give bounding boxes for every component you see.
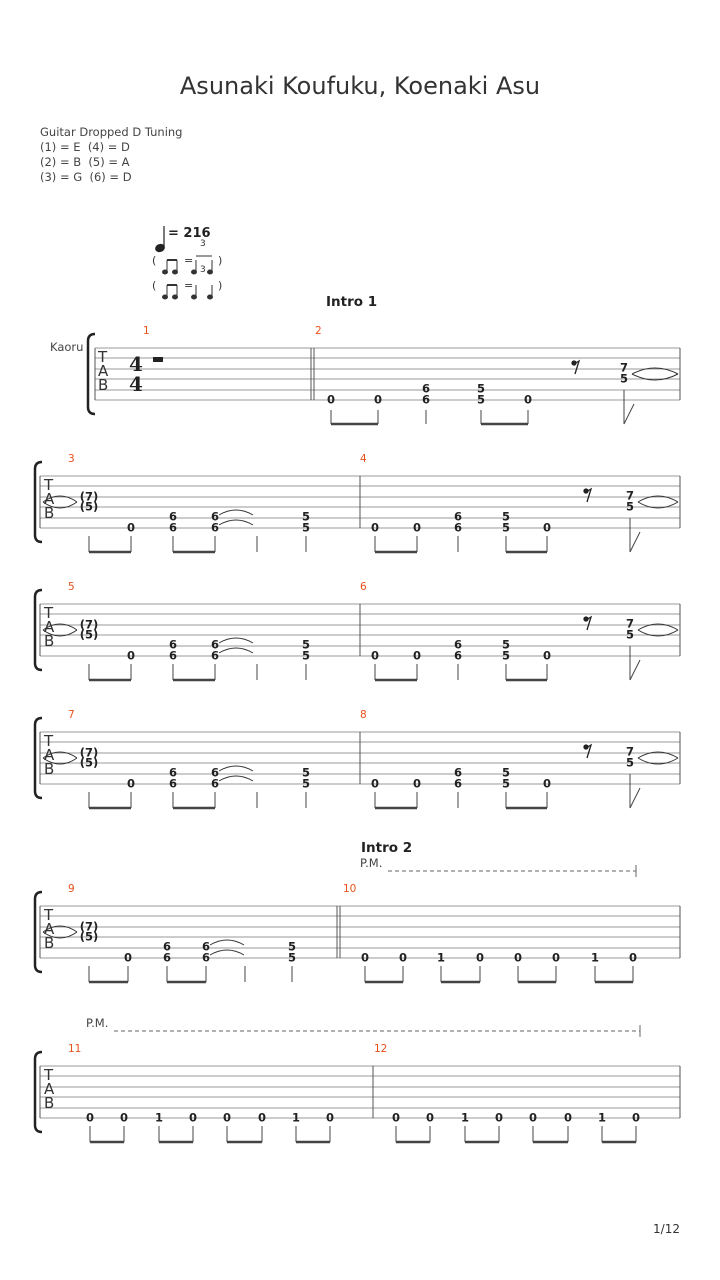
- section-intro-1: Intro 1: [326, 294, 378, 310]
- fret-number: 5: [501, 637, 511, 652]
- fret-number: 6: [421, 392, 431, 407]
- fret-number: 6: [421, 381, 431, 396]
- fret-number: 6: [453, 520, 463, 535]
- fret-number: 0: [325, 1110, 335, 1125]
- fret-number: 6: [168, 509, 178, 524]
- fret-number: 5: [301, 648, 311, 663]
- fret-number: 0: [370, 776, 380, 791]
- fret-number: 5: [501, 648, 511, 663]
- fret-number: 6: [210, 637, 220, 652]
- measure-number: 5: [68, 581, 75, 593]
- fret-number: 0: [425, 1110, 435, 1125]
- fret-number: 5: [625, 755, 635, 770]
- section-intro-2: Intro 2: [361, 840, 413, 856]
- tuning-line-3: (3) = G (6) = D: [40, 170, 132, 184]
- measure-number: 10: [343, 883, 357, 895]
- fret-number: 6: [168, 776, 178, 791]
- half-rest-icon: [153, 357, 163, 362]
- fret-number: 0: [398, 950, 408, 965]
- fret-number: (5): [79, 627, 99, 642]
- fret-number: 6: [453, 765, 463, 780]
- tie-arc-icon: [43, 368, 678, 955]
- fret-number: (7): [79, 617, 99, 632]
- quarter-note-icon: [155, 226, 166, 253]
- measure-number: 11: [68, 1043, 82, 1055]
- fret-number: 0: [528, 1110, 538, 1125]
- page-number: 1/12: [653, 1222, 680, 1236]
- fret-number: 0: [370, 520, 380, 535]
- tuning-line-2: (2) = B (5) = A: [40, 155, 130, 169]
- tab-clef: T A B: [44, 906, 55, 952]
- fret-number: 6: [168, 765, 178, 780]
- fret-number: 0: [563, 1110, 573, 1125]
- fret-number: 0: [412, 648, 422, 663]
- fret-number: 0: [326, 392, 336, 407]
- fret-number: 0: [126, 648, 136, 663]
- fret-number: 1: [590, 950, 600, 965]
- fret-number: 5: [287, 939, 297, 954]
- fret-number: 6: [201, 939, 211, 954]
- staff-lines-system-1: [95, 348, 680, 400]
- fret-number: 5: [301, 776, 311, 791]
- fret-number: 0: [126, 520, 136, 535]
- palm-mute-label-2: P.M.: [86, 1016, 109, 1030]
- tuning-line-1: (1) = E (4) = D: [40, 140, 130, 154]
- fret-number: 0: [373, 392, 383, 407]
- fret-number: 0: [391, 1110, 401, 1125]
- fret-number: 6: [162, 950, 172, 965]
- fret-number: 6: [453, 648, 463, 663]
- fret-number: 0: [412, 776, 422, 791]
- tempo-marking: = 216: [168, 226, 211, 241]
- fret-number: 6: [210, 765, 220, 780]
- fret-number: 5: [625, 627, 635, 642]
- fret-number: 5: [301, 509, 311, 524]
- measure-number: 7: [68, 709, 75, 721]
- eighth-rest-icon: [572, 361, 591, 758]
- fret-number: 1: [154, 1110, 164, 1125]
- svg-text:): ): [218, 279, 223, 292]
- stems-and-beams: [89, 518, 640, 1142]
- fret-number: 0: [188, 1110, 198, 1125]
- fret-number: 1: [460, 1110, 470, 1125]
- fret-number: (5): [79, 499, 99, 514]
- svg-text:(: (: [152, 254, 157, 267]
- fret-number: 6: [168, 637, 178, 652]
- tab-clef: T A B: [44, 476, 55, 522]
- measure-number: 2: [315, 325, 322, 337]
- fret-number: 6: [453, 776, 463, 791]
- measure-number: 12: [374, 1043, 388, 1055]
- fret-number: (7): [79, 919, 99, 934]
- fret-number: 1: [436, 950, 446, 965]
- fret-number: 5: [501, 776, 511, 791]
- fret-number: 0: [85, 1110, 95, 1125]
- fret-number: 5: [501, 765, 511, 780]
- time-signature: 4 4: [129, 352, 143, 396]
- fret-number: 0: [475, 950, 485, 965]
- staff-lines-system-6: [40, 1066, 680, 1118]
- svg-text:=: =: [184, 254, 194, 267]
- fret-number: 0: [257, 1110, 267, 1125]
- fret-number: 0: [542, 648, 552, 663]
- fret-number: 7: [619, 360, 629, 375]
- fret-number: 1: [597, 1110, 607, 1125]
- measure-number: 3: [68, 453, 75, 465]
- fret-number: 0: [119, 1110, 129, 1125]
- fret-number: (7): [79, 745, 99, 760]
- fret-number: 6: [453, 509, 463, 524]
- fret-number: 5: [476, 381, 486, 396]
- fret-number: 0: [631, 1110, 641, 1125]
- fret-number: (7): [79, 489, 99, 504]
- svg-text:3: 3: [200, 239, 206, 249]
- measure-number: 4: [360, 453, 367, 465]
- fret-number: 0: [523, 392, 533, 407]
- fret-number: 6: [162, 939, 172, 954]
- fret-number: 0: [370, 648, 380, 663]
- fret-number: 0: [494, 1110, 504, 1125]
- svg-text:=: =: [184, 279, 194, 292]
- fret-number: 0: [126, 776, 136, 791]
- fret-number: 6: [453, 637, 463, 652]
- track-name: Kaoru: [50, 340, 84, 354]
- fret-number: 6: [168, 648, 178, 663]
- measure-number: 9: [68, 883, 75, 895]
- fret-number: 7: [625, 744, 635, 759]
- fret-number: 5: [501, 509, 511, 524]
- song-title: Asunaki Koufuku, Koenaki Asu: [179, 72, 541, 100]
- fret-number: 6: [210, 776, 220, 791]
- fret-number: (5): [79, 755, 99, 770]
- fret-number: 0: [542, 776, 552, 791]
- fret-number: 5: [301, 765, 311, 780]
- fret-number: 1: [291, 1110, 301, 1125]
- tab-clef: T A B: [44, 1066, 55, 1112]
- tab-clef: T A B: [44, 732, 55, 778]
- fret-number: 0: [222, 1110, 232, 1125]
- svg-text:(: (: [152, 279, 157, 292]
- fret-number: 6: [201, 950, 211, 965]
- fret-number: 6: [210, 509, 220, 524]
- fret-number: 6: [210, 648, 220, 663]
- fret-number: 0: [551, 950, 561, 965]
- fret-number: 5: [476, 392, 486, 407]
- fret-number: 6: [210, 520, 220, 535]
- fret-number: 7: [625, 616, 635, 631]
- fret-number: 5: [301, 637, 311, 652]
- fret-number: 0: [628, 950, 638, 965]
- fret-number: 0: [412, 520, 422, 535]
- fret-number: 5: [501, 520, 511, 535]
- fret-number: 6: [168, 520, 178, 535]
- fret-number: 5: [625, 499, 635, 514]
- measure-number: 1: [143, 325, 150, 337]
- fret-number: 0: [513, 950, 523, 965]
- fret-number: 5: [287, 950, 297, 965]
- fret-number: 7: [625, 488, 635, 503]
- fret-number: 5: [301, 520, 311, 535]
- measure-number: 8: [360, 709, 367, 721]
- fret-number: 0: [360, 950, 370, 965]
- tab-clef: T A B: [44, 604, 55, 650]
- fret-number: 0: [123, 950, 133, 965]
- fret-number: 5: [619, 371, 629, 386]
- palm-mute-line: [114, 871, 640, 1031]
- measure-number: 6: [360, 581, 367, 593]
- svg-text:): ): [218, 254, 223, 267]
- palm-mute-label-1: P.M.: [360, 856, 383, 870]
- fret-number: (5): [79, 929, 99, 944]
- svg-text:3: 3: [200, 265, 206, 275]
- fret-number: 0: [542, 520, 552, 535]
- tuning-heading: Guitar Dropped D Tuning: [40, 125, 183, 139]
- tab-clef: T A B: [98, 348, 109, 394]
